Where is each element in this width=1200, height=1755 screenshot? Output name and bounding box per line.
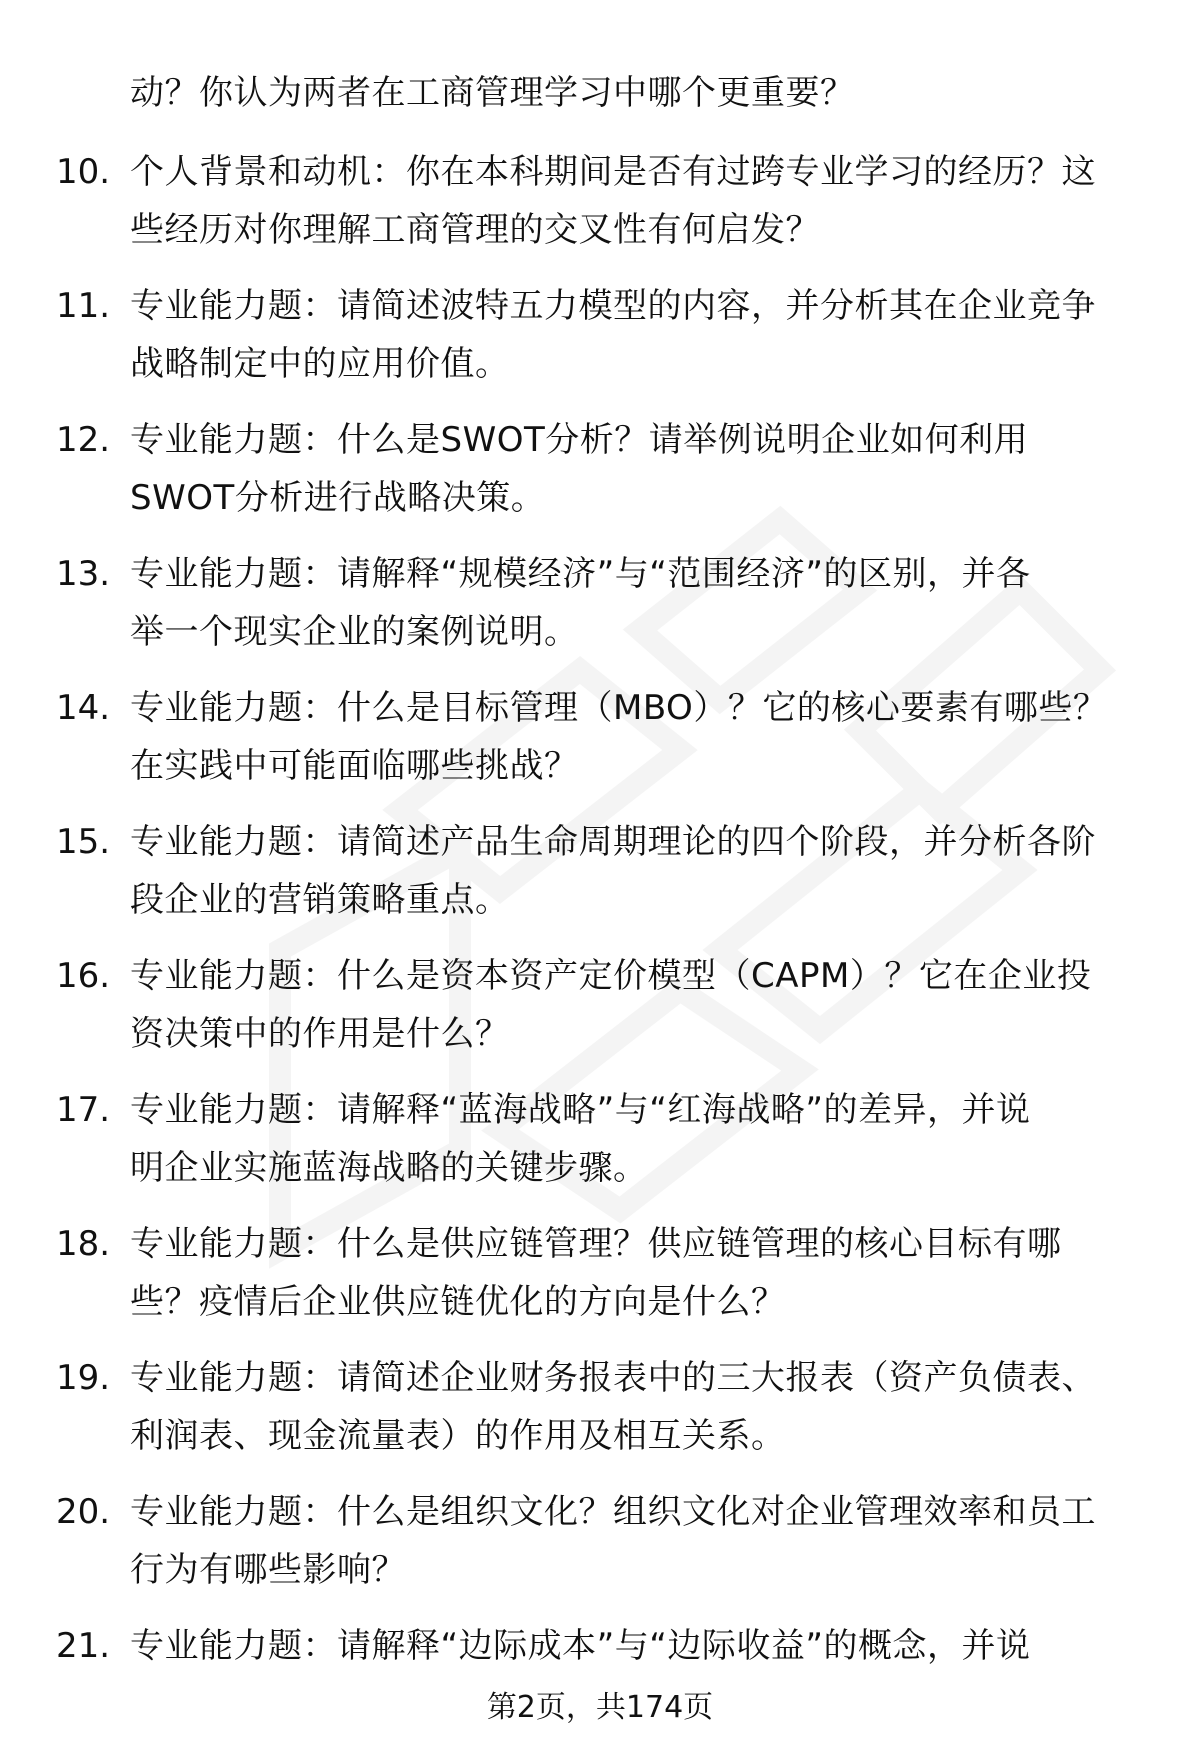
question-text	[130, 679, 1140, 795]
page-footer: 第2页，共174页	[486, 1690, 714, 1725]
question-item-11	[0, 277, 1200, 411]
question-text	[130, 545, 1140, 661]
question-text	[130, 813, 1140, 929]
question-item-16	[0, 947, 1200, 1081]
question-item-19	[0, 1349, 1200, 1483]
question-number: 13.	[56, 554, 111, 594]
question-item-18	[0, 1215, 1200, 1349]
question-text	[130, 1617, 1140, 1675]
question-text	[130, 1349, 1140, 1465]
question-number: 14.	[56, 688, 111, 728]
question-text	[130, 1215, 1140, 1331]
question-item-17	[0, 1081, 1200, 1215]
question-item-20	[0, 1483, 1200, 1617]
question-number: 21.	[56, 1626, 111, 1666]
text-line: 战略制定中的应用价值。	[130, 344, 510, 384]
text-line: 专业能力题：什么是组织文化？组织文化对企业管理效率和员工	[130, 1492, 1096, 1532]
question-item-21	[0, 1617, 1200, 1751]
question-text	[130, 947, 1140, 1063]
text-line: 利润表、现金流量表）的作用及相互关系。	[130, 1416, 786, 1456]
question-item-13	[0, 545, 1200, 679]
question-number: 16.	[56, 956, 111, 996]
text-line: 行为有哪些影响？	[130, 1550, 406, 1590]
text-line: 些？疫情后企业供应链优化的方向是什么？	[130, 1282, 786, 1322]
text-line: 专业能力题：什么是供应链管理？供应链管理的核心目标有哪	[130, 1224, 1062, 1264]
text-line: 在实践中可能面临哪些挑战？	[130, 746, 579, 786]
question-continuation	[0, 64, 1200, 143]
text-line: 举一个现实企业的案例说明。	[130, 612, 579, 652]
text-line: 专业能力题：什么是资本资产定价模型（CAPM）？它在企业投	[130, 956, 1092, 996]
question-number: 18.	[56, 1224, 111, 1264]
text-line: 专业能力题：请简述波特五力模型的内容，并分析其在企业竞争	[130, 286, 1096, 326]
question-text	[130, 1483, 1140, 1599]
question-number: 10.	[56, 152, 111, 192]
text-line: 专业能力题：请简述企业财务报表中的三大报表（资产负债表、	[130, 1358, 1096, 1398]
question-number: 17.	[56, 1090, 111, 1130]
text-line: 些经历对你理解工商管理的交叉性有何启发？	[130, 210, 820, 250]
question-number: 20.	[56, 1492, 111, 1532]
question-text	[130, 143, 1140, 259]
question-number: 15.	[56, 822, 111, 862]
question-item-14	[0, 679, 1200, 813]
question-item-12	[0, 411, 1200, 545]
text-line: 专业能力题：请解释“边际成本”与“边际收益”的概念，并说	[130, 1626, 1031, 1666]
text-line: 专业能力题：请解释“蓝海战略”与“红海战略”的差异，并说	[130, 1090, 1031, 1130]
text-line: 专业能力题：请解释“规模经济”与“范围经济”的区别，并各	[130, 554, 1031, 594]
question-number: 19.	[56, 1358, 111, 1398]
text-line: SWOT分析进行战略决策。	[130, 478, 546, 518]
text-line: 专业能力题：什么是目标管理（MBO）？它的核心要素有哪些？	[130, 688, 1108, 728]
question-item-15	[0, 813, 1200, 947]
text-line: 专业能力题：什么是SWOT分析？请举例说明企业如何利用	[130, 420, 1029, 460]
question-text	[130, 1081, 1140, 1197]
question-item-10	[0, 143, 1200, 277]
text-line: 明企业实施蓝海战略的关键步骤。	[130, 1148, 648, 1188]
question-number: 12.	[56, 420, 111, 460]
question-text	[130, 64, 1140, 122]
text-line: 个人背景和动机：你在本科期间是否有过跨专业学习的经历？这	[130, 152, 1096, 192]
question-text	[130, 277, 1140, 393]
text-line: 动？你认为两者在工商管理学习中哪个更重要？	[130, 73, 855, 113]
text-line: 资决策中的作用是什么？	[130, 1014, 510, 1054]
text-line: 专业能力题：请简述产品生命周期理论的四个阶段，并分析各阶	[130, 822, 1096, 862]
question-number: 11.	[56, 286, 111, 326]
question-text	[130, 411, 1140, 527]
question-list	[0, 64, 1200, 1751]
text-line: 段企业的营销策略重点。	[130, 880, 510, 920]
